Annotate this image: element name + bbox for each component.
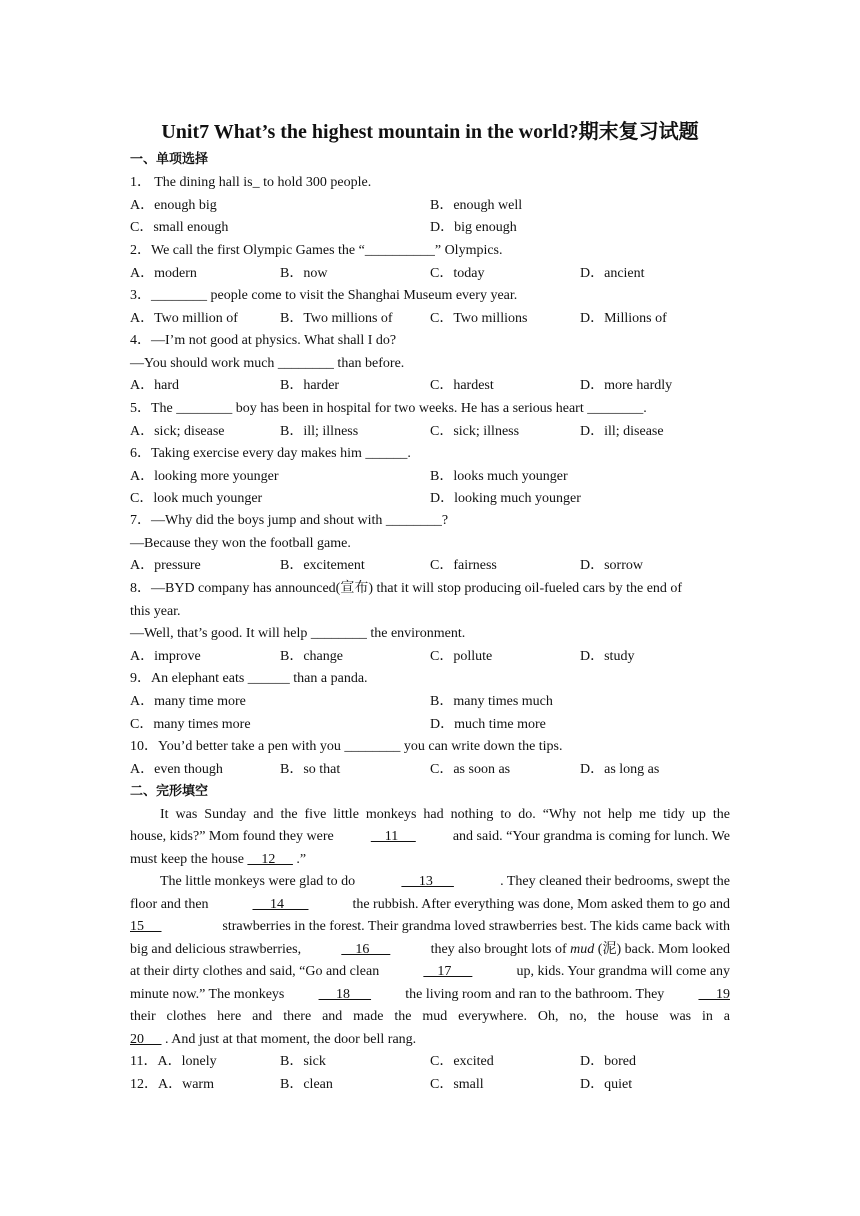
cloze-word: no, — [569, 1009, 587, 1024]
q1-option-c: C．small enough — [130, 220, 229, 235]
q1-option-a: A．enough big — [130, 198, 217, 213]
cloze-word: mud — [422, 1009, 448, 1024]
cloze-text: minute now.” The monkeys — [130, 987, 285, 1002]
q8-option-a: A．improve — [130, 649, 201, 664]
cloze-text: the living room and ran to the bathroom. They — [405, 987, 665, 1002]
blank-19[interactable]: 19 — [698, 987, 730, 1002]
q9-option-a: A．many time more — [130, 694, 246, 709]
cloze-word: was — [669, 1009, 692, 1024]
q11-option-b: B．sick — [280, 1054, 326, 1069]
blank-11[interactable]: 11 — [370, 829, 416, 844]
cloze-text: big and delicious strawberries, — [130, 942, 302, 957]
cloze-word: and — [252, 1009, 273, 1024]
cloze-word: here — [217, 1009, 242, 1024]
q10-option-a: A．even though — [130, 762, 223, 777]
cloze-text: they also brought lots of — [430, 942, 571, 957]
q5-option-b: B．ill; illness — [280, 424, 359, 439]
cloze-text: and said. “Your grandma is coming for lunch. We — [452, 829, 730, 844]
cloze-line-7 — [130, 941, 730, 959]
cloze-text: up, kids. Your grandma will come any — [516, 964, 730, 979]
cloze-word: nothing — [450, 807, 494, 822]
cloze-word: little — [333, 807, 359, 822]
question-3-stem: 3．________ people come to visit the Shanghai Museum every year. — [130, 288, 518, 303]
blank-20[interactable]: 20 — [130, 1032, 162, 1047]
q3-option-c: C．Two millions — [430, 311, 528, 326]
cloze-word: there — [283, 1009, 312, 1024]
cloze-word: had — [423, 807, 444, 822]
document-title: Unit7 What’s the highest mountain in the world?期末复习试题 — [161, 121, 699, 143]
cloze-text: must keep the house — [130, 852, 248, 867]
cloze-word: was — [175, 807, 198, 822]
cloze-text: the rubbish. After everything was done, Mom asked them to go and — [352, 897, 730, 912]
q8-option-d: D．study — [580, 649, 635, 664]
cloze-word: not — [583, 807, 601, 822]
q6-option-d: D．looking much younger — [430, 491, 581, 506]
section-heading-choice: 一、单项选择 — [130, 152, 209, 167]
cloze-word: help — [607, 807, 633, 822]
cloze-line-9 — [130, 986, 730, 1004]
q4-option-a: A．hard — [130, 378, 179, 393]
cloze-text: . They cleaned their bedrooms, swept the — [500, 874, 730, 889]
cloze-word: up — [691, 807, 706, 822]
cloze-word: Sunday — [204, 807, 247, 822]
blank-17[interactable]: 17 — [423, 964, 473, 979]
cloze-text: .” — [292, 852, 307, 867]
cloze-word: everywhere. — [458, 1009, 527, 1024]
q5-option-d: D．ill; disease — [580, 424, 664, 439]
cloze-line-5 — [130, 896, 730, 914]
q5-option-c: C．sick; illness — [430, 424, 520, 439]
q7-option-a: A．pressure — [130, 558, 201, 573]
q4-option-b: B．harder — [280, 378, 340, 393]
cloze-text: floor and then — [130, 897, 209, 912]
cloze-word: do. — [518, 807, 536, 822]
blank-12[interactable]: 12 — [247, 852, 293, 867]
q7-option-d: D．sorrow — [580, 558, 643, 573]
q1-option-d: D．big enough — [430, 220, 517, 235]
cloze-word: the — [597, 1009, 615, 1024]
q6-option-c: C．look much younger — [130, 491, 263, 506]
cloze-word: and — [322, 1009, 343, 1024]
q3-option-b: B．Two millions of — [280, 311, 393, 326]
cloze-line-3 — [130, 851, 730, 869]
blank-15[interactable]: 15 — [130, 919, 162, 934]
cloze-text: The little monkeys were glad to do — [160, 874, 356, 889]
q1-option-b: B．enough well — [430, 198, 523, 213]
q12-option-d: D．quiet — [580, 1077, 633, 1092]
q2-option-c: C．today — [430, 266, 485, 281]
question-4-stem: 4．—I’m not good at physics. What shall I do? — [130, 333, 397, 348]
cloze-word: made — [353, 1009, 384, 1024]
cloze-word: a — [723, 1009, 730, 1024]
cloze-word: the — [712, 807, 730, 822]
cloze-word: to — [500, 807, 512, 822]
cloze-word: It — [160, 807, 169, 822]
cloze-line-10 — [130, 1008, 730, 1026]
question-6-stem: 6．Taking exercise every day makes him ______. — [130, 446, 411, 461]
q9-option-c: C．many times more — [130, 717, 251, 732]
cloze-word: in — [702, 1009, 713, 1024]
cloze-word: me — [639, 807, 657, 822]
q2-option-b: B．now — [280, 266, 328, 281]
question-4-stem-2: —You should work much ________ than before. — [130, 356, 405, 371]
cloze-line-8 — [130, 963, 730, 981]
q4-option-d: D．more hardly — [580, 378, 673, 393]
q10-option-c: C．as soon as — [430, 762, 511, 777]
cloze-word: Oh, — [537, 1009, 559, 1024]
cloze-word: tidy — [663, 807, 685, 822]
blank-16[interactable]: 16 — [341, 942, 391, 957]
cloze-word: the — [280, 807, 298, 822]
cloze-line-1 — [160, 806, 730, 824]
blank-18[interactable]: 18 — [318, 987, 372, 1002]
cloze-word: five — [304, 807, 327, 822]
q5-option-a: A．sick; disease — [130, 424, 225, 439]
cloze-text: strawberries in the forest. Their grandma loved strawberries best. The kids came back with — [222, 919, 730, 934]
q6-option-a: A．looking more younger — [130, 469, 279, 484]
blank-14[interactable]: 14 — [252, 897, 309, 912]
q10-option-b: B．so that — [280, 762, 341, 777]
question-8-stem-2: this year. — [130, 604, 181, 619]
q7-option-c: C．fairness — [430, 558, 497, 573]
cloze-word: “Why — [542, 807, 577, 822]
q11-option-d: D．bored — [580, 1054, 636, 1069]
q6-option-b: B．looks much younger — [430, 469, 568, 484]
question-2-stem: 2．We call the first Olympic Games the “__________” Olympics. — [130, 243, 503, 258]
q3-option-a: A．Two million of — [130, 311, 238, 326]
cloze-word: the — [394, 1009, 412, 1024]
cloze-word: monkeys — [365, 807, 417, 822]
section-heading-cloze: 二、完形填空 — [130, 784, 209, 799]
q10-option-d: D．as long as — [580, 762, 660, 777]
cloze-line-11 — [130, 1031, 730, 1049]
q12-stem-option-a: 12．A．warm — [130, 1077, 214, 1092]
q11-option-c: C．excited — [430, 1054, 494, 1069]
q9-option-d: D．much time more — [430, 717, 546, 732]
blank-13[interactable]: 13 — [401, 874, 454, 889]
q3-option-d: D．Millions of — [580, 311, 667, 326]
question-9-stem: 9．An elephant eats ______ than a panda. — [130, 671, 368, 686]
q4-option-c: C．hardest — [430, 378, 494, 393]
cloze-line-4 — [160, 873, 730, 891]
q7-option-b: B．excitement — [280, 558, 365, 573]
cloze-line-2 — [130, 828, 730, 846]
q12-option-c: C．small — [430, 1077, 484, 1092]
cloze-word: house — [625, 1009, 659, 1024]
cloze-word: and — [253, 807, 274, 822]
q8-option-b: B．change — [280, 649, 343, 664]
question-10-stem: 10．You’d better take a pen with you ________ you can write down the tips. — [130, 739, 563, 754]
q12-option-b: B．clean — [280, 1077, 333, 1092]
cloze-text: . And just at that moment, the door bell rang. — [161, 1032, 417, 1047]
question-8-stem: 8．—BYD company has announced(宣布) that it will stop producing oil-fueled cars by the end of — [130, 581, 683, 596]
cloze-text: (泥) back. Mom looked — [594, 942, 730, 957]
q11-stem-option-a: 11．A．lonely — [130, 1054, 217, 1069]
question-1-stem: 1． The dining hall is_ to hold 300 people. — [130, 175, 372, 190]
question-7-stem-2: —Because they won the football game. — [130, 536, 351, 551]
question-7-stem: 7．—Why did the boys jump and shout with ________? — [130, 513, 449, 528]
question-8-stem-3: —Well, that’s good. It will help ________ the environment. — [130, 626, 466, 641]
q8-option-c: C．pollute — [430, 649, 493, 664]
cloze-line-6 — [130, 918, 730, 936]
cloze-text: at their dirty clothes and said, “Go and clean — [130, 964, 380, 979]
cloze-word: clothes — [166, 1009, 207, 1024]
question-5-stem: 5．The ________ boy has been in hospital for two weeks. He has a serious heart ________. — [130, 401, 647, 416]
q2-option-a: A．modern — [130, 266, 197, 281]
cloze-text: house, kids?” Mom found they were — [130, 829, 334, 844]
q9-option-b: B．many times much — [430, 694, 553, 709]
cloze-word: their — [130, 1009, 156, 1024]
cloze-italic-mud: mud — [570, 942, 595, 957]
q2-option-d: D．ancient — [580, 266, 645, 281]
